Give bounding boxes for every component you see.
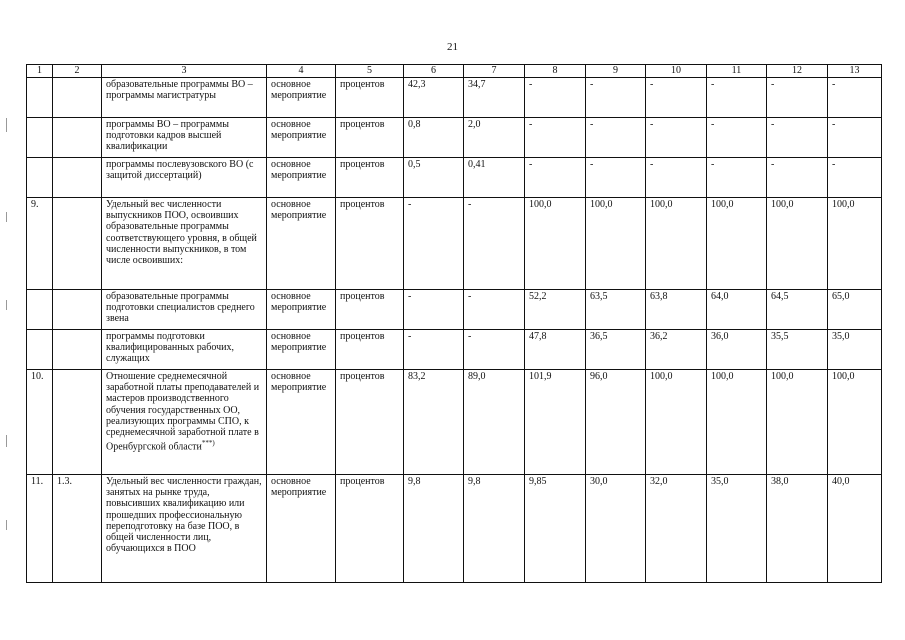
value-cell: 100,0 (767, 198, 828, 290)
value-cell: 101,9 (525, 370, 586, 475)
value-cell: - (767, 158, 828, 198)
value-cell: 100,0 (767, 370, 828, 475)
indicator-name-cell (102, 158, 267, 198)
value-cell: - (828, 78, 882, 118)
header-cell: 11 (707, 65, 767, 78)
row-number-cell: 9. (27, 198, 53, 290)
scan-artifact (6, 435, 7, 447)
value-cell: 0,8 (404, 118, 464, 158)
indicator-name-cell (102, 198, 267, 290)
value-cell: 36,5 (586, 330, 646, 370)
value-cell: - (464, 198, 525, 290)
page-number: 21 (447, 41, 458, 53)
task-number-cell (53, 118, 102, 158)
value-cell: 34,7 (464, 78, 525, 118)
measure-type-cell: основное мероприятие (267, 158, 336, 198)
value-cell: 30,0 (586, 475, 646, 583)
value-cell: 35,0 (707, 475, 767, 583)
indicator-name: программы послевузовского ВО (с защитой диссертаций) (106, 159, 254, 182)
indicator-name: Удельный вес численности граждан, занятых на рынке труда, повысивших квалификацию или прошедших профессиональную переподготовку на базе ПОО, в общей численности лиц, обучающихся в ПОО (106, 476, 262, 555)
unit-cell: процентов (336, 290, 404, 330)
value-cell: 35,5 (767, 330, 828, 370)
table-row (27, 118, 882, 158)
scan-artifact (6, 520, 7, 530)
row-number-cell (27, 118, 53, 158)
unit-cell: процентов (336, 158, 404, 198)
header-cell: 8 (525, 65, 586, 78)
row-number-cell: 11. (27, 475, 53, 583)
value-cell: - (525, 158, 586, 198)
indicator-name-cell (102, 118, 267, 158)
value-cell: - (646, 78, 707, 118)
value-cell: 100,0 (828, 198, 882, 290)
indicator-name: образовательные программы подготовки специалистов среднего звена (106, 291, 255, 325)
measure-type-cell: основное мероприятие (267, 330, 336, 370)
table-row (27, 78, 882, 118)
value-cell: 0,41 (464, 158, 525, 198)
value-cell: - (646, 118, 707, 158)
table-row (27, 370, 882, 475)
measure-type-cell: основное мероприятие (267, 78, 336, 118)
header-cell: 3 (102, 65, 267, 78)
value-cell: 36,2 (646, 330, 707, 370)
indicator-name-cell (102, 290, 267, 330)
indicator-name: Отношение среднемесячной заработной платы преподавателей и мастеров производственного обучения государственных ОО, реализующих программы СПО, к среднемесячной заработной плате в Оренбургской области (106, 371, 260, 453)
scan-artifact (6, 118, 7, 132)
footnote-marker: ***) (201, 439, 215, 448)
measure-type-cell: основное мероприятие (267, 118, 336, 158)
value-cell: - (525, 78, 586, 118)
header-cell: 12 (767, 65, 828, 78)
indicator-name: программы подготовки квалифицированных рабочих, служащих (106, 331, 234, 365)
value-cell: 47,8 (525, 330, 586, 370)
value-cell: - (707, 118, 767, 158)
value-cell: - (707, 158, 767, 198)
header-cell: 9 (586, 65, 646, 78)
row-number-cell (27, 290, 53, 330)
header-cell: 4 (267, 65, 336, 78)
value-cell: 9,85 (525, 475, 586, 583)
value-cell: - (586, 78, 646, 118)
indicator-name: программы ВО – программы подготовки кадров высшей квалификации (106, 119, 229, 153)
task-number-cell: 1.3. (53, 475, 102, 583)
indicator-name-cell (102, 370, 267, 475)
value-cell: 9,8 (464, 475, 525, 583)
value-cell: 89,0 (464, 370, 525, 475)
indicator-name-cell (102, 330, 267, 370)
indicator-name-cell (102, 475, 267, 583)
row-number-cell: 10. (27, 370, 53, 475)
task-number-cell (53, 290, 102, 330)
indicator-name: образовательные программы ВО – программы магистратуры (106, 79, 253, 102)
value-cell: 35,0 (828, 330, 882, 370)
value-cell: - (525, 118, 586, 158)
unit-cell: процентов (336, 198, 404, 290)
indicator-name: Удельный вес численности выпускников ПОО, освоивших образовательные программы соответствующего уровня, в общей численности выпускников, в том числе освоивших: (106, 199, 257, 267)
value-cell: 100,0 (646, 198, 707, 290)
task-number-cell (53, 78, 102, 118)
value-cell: - (464, 290, 525, 330)
value-cell: 83,2 (404, 370, 464, 475)
value-cell: 100,0 (707, 370, 767, 475)
value-cell: - (828, 158, 882, 198)
value-cell: 100,0 (707, 198, 767, 290)
value-cell: - (404, 198, 464, 290)
unit-cell: процентов (336, 330, 404, 370)
measure-type-cell: основное мероприятие (267, 475, 336, 583)
value-cell: 64,0 (707, 290, 767, 330)
value-cell: - (828, 118, 882, 158)
header-cell: 5 (336, 65, 404, 78)
value-cell: 65,0 (828, 290, 882, 330)
scan-artifact (6, 300, 7, 310)
value-cell: - (404, 290, 464, 330)
measure-type-cell: основное мероприятие (267, 198, 336, 290)
unit-cell: процентов (336, 475, 404, 583)
value-cell: 40,0 (828, 475, 882, 583)
value-cell: - (404, 330, 464, 370)
value-cell: 100,0 (525, 198, 586, 290)
task-number-cell (53, 158, 102, 198)
task-number-cell (53, 198, 102, 290)
value-cell: - (586, 118, 646, 158)
task-number-cell (53, 330, 102, 370)
value-cell: 36,0 (707, 330, 767, 370)
value-cell: 96,0 (586, 370, 646, 475)
header-row (27, 65, 882, 78)
measure-type-cell: основное мероприятие (267, 290, 336, 330)
value-cell: 0,5 (404, 158, 464, 198)
unit-cell: процентов (336, 78, 404, 118)
measure-type-cell: основное мероприятие (267, 370, 336, 475)
table-row (27, 330, 882, 370)
value-cell: 42,3 (404, 78, 464, 118)
value-cell: 100,0 (586, 198, 646, 290)
value-cell: 63,5 (586, 290, 646, 330)
task-number-cell (53, 370, 102, 475)
scan-artifact (6, 212, 7, 222)
value-cell: 64,5 (767, 290, 828, 330)
header-cell: 13 (828, 65, 882, 78)
header-cell: 10 (646, 65, 707, 78)
table-row (27, 158, 882, 198)
value-cell: 52,2 (525, 290, 586, 330)
header-cell: 6 (404, 65, 464, 78)
value-cell: 38,0 (767, 475, 828, 583)
value-cell: - (586, 158, 646, 198)
value-cell: - (767, 78, 828, 118)
header-cell: 1 (27, 65, 53, 78)
value-cell: 2,0 (464, 118, 525, 158)
header-cell: 2 (53, 65, 102, 78)
value-cell: 100,0 (828, 370, 882, 475)
table-row (27, 198, 882, 290)
value-cell: 63,8 (646, 290, 707, 330)
value-cell: 100,0 (646, 370, 707, 475)
value-cell: - (464, 330, 525, 370)
value-cell: 9,8 (404, 475, 464, 583)
indicator-table (26, 64, 882, 583)
indicator-name-cell (102, 78, 267, 118)
value-cell: - (646, 158, 707, 198)
unit-cell: процентов (336, 118, 404, 158)
row-number-cell (27, 78, 53, 118)
table-row (27, 475, 882, 583)
value-cell: - (707, 78, 767, 118)
row-number-cell (27, 330, 53, 370)
row-number-cell (27, 158, 53, 198)
unit-cell: процентов (336, 370, 404, 475)
value-cell: - (767, 118, 828, 158)
value-cell: 32,0 (646, 475, 707, 583)
table-row (27, 290, 882, 330)
header-cell: 7 (464, 65, 525, 78)
